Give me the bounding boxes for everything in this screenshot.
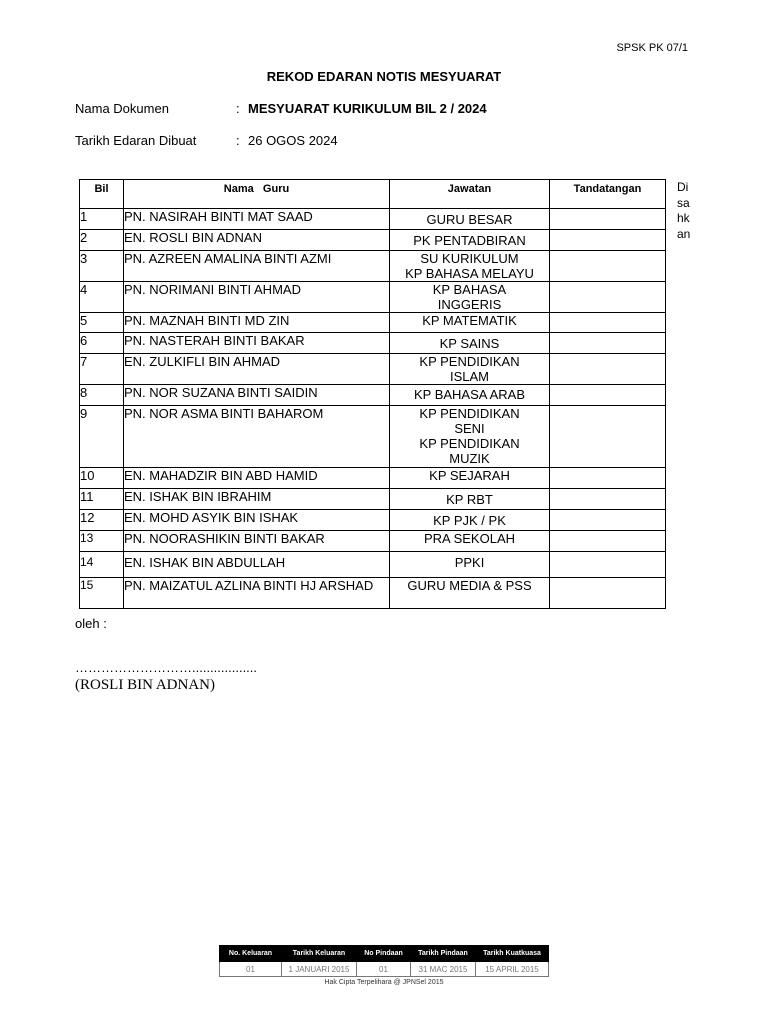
side-note — [677, 180, 690, 242]
teacher-position — [390, 313, 550, 333]
table-row — [80, 531, 666, 552]
signature-cell[interactable] — [550, 313, 666, 333]
teacher-position — [390, 510, 550, 531]
teacher-position — [390, 282, 550, 313]
row-number: 4 — [80, 282, 124, 313]
teacher-position — [390, 209, 550, 230]
teacher-name: PN. MAIZATUL AZLINA BINTI HJ ARSHAD — [124, 578, 390, 609]
table-row — [80, 552, 666, 578]
row-number: 5 — [80, 313, 124, 333]
date-label: Tarikh Edaran Dibuat — [75, 133, 197, 148]
table-header-row — [80, 180, 666, 209]
teacher-name: EN. ISHAK BIN IBRAHIM — [124, 489, 390, 510]
table-row — [80, 251, 666, 282]
row-number: 9 — [80, 406, 124, 468]
revision-header: Tarikh Keluaran — [282, 946, 357, 962]
position-line: PPKI — [454, 555, 485, 570]
revision-header: Tarikh Pindaan — [411, 946, 476, 962]
signature-cell[interactable] — [550, 333, 666, 354]
teacher-position — [390, 406, 550, 468]
signature-cell[interactable] — [550, 489, 666, 510]
side-note-line: sa — [677, 195, 690, 210]
signature-cell[interactable] — [550, 251, 666, 282]
teacher-name: PN. NASIRAH BINTI MAT SAAD — [124, 209, 390, 230]
revision-value: 1 JANUARI 2015 — [282, 962, 357, 977]
position-line: KP PENDIDIKAN — [419, 354, 520, 369]
teacher-position — [390, 354, 550, 385]
table-row — [80, 406, 666, 468]
page-title: REKOD EDARAN NOTIS MESYUARAT — [266, 69, 502, 84]
revision-value: 01 — [357, 962, 411, 977]
verified-by-label: oleh : — [75, 616, 107, 631]
revision-value: 31 MAC 2015 — [411, 962, 476, 977]
revision-table — [219, 945, 549, 977]
row-number: 8 — [80, 385, 124, 406]
row-number: 14 — [80, 552, 124, 578]
header-position: Jawatan — [390, 180, 550, 209]
row-number: 15 — [80, 578, 124, 609]
teacher-name: PN. NOR SUZANA BINTI SAIDIN — [124, 385, 390, 406]
doc-name-colon: : — [236, 101, 240, 116]
signature-line: ……………………….................. — [75, 660, 258, 675]
table-row — [80, 230, 666, 251]
position-line: MUZIK — [449, 451, 490, 466]
table-row — [80, 489, 666, 510]
row-number: 10 — [80, 468, 124, 489]
teacher-name: PN. MAZNAH BINTI MD ZIN — [124, 313, 390, 333]
signature-cell[interactable] — [550, 552, 666, 578]
signature-cell[interactable] — [550, 282, 666, 313]
table-row — [80, 354, 666, 385]
signature-cell[interactable] — [550, 230, 666, 251]
revision-value: 01 — [220, 962, 282, 977]
teacher-name: EN. ISHAK BIN ABDULLAH — [124, 552, 390, 578]
date-colon: : — [236, 133, 240, 148]
table-row — [80, 510, 666, 531]
table-row — [80, 578, 666, 609]
header-bil: Bil — [80, 180, 124, 209]
table-row — [80, 333, 666, 354]
teacher-position — [390, 385, 550, 406]
teacher-name: EN. ZULKIFLI BIN AHMAD — [124, 354, 390, 385]
teacher-name: PN. NASTERAH BINTI BAKAR — [124, 333, 390, 354]
row-number: 12 — [80, 510, 124, 531]
revision-value: 15 APRIL 2015 — [476, 962, 549, 977]
teacher-position — [390, 489, 550, 510]
revision-header: No. Keluaran — [220, 946, 282, 962]
position-line: PK PENTADBIRAN — [413, 233, 526, 248]
revision-header: Tarikh Kuatkuasa — [476, 946, 549, 962]
position-line: INGGERIS — [437, 297, 502, 312]
teacher-position — [390, 468, 550, 489]
header-signature: Tandatangan — [550, 180, 666, 209]
position-line: KP BAHASA — [432, 282, 507, 297]
row-number: 1 — [80, 209, 124, 230]
teacher-position — [390, 333, 550, 354]
teacher-position — [390, 531, 550, 552]
position-line: KP PJK / PK — [433, 513, 506, 528]
teacher-name: PN. NOORASHIKIN BINTI BAKAR — [124, 531, 390, 552]
position-line: ISLAM — [449, 369, 489, 384]
doc-name-label: Nama Dokumen — [75, 101, 169, 116]
signature-cell[interactable] — [550, 578, 666, 609]
table-row — [80, 209, 666, 230]
row-number: 2 — [80, 230, 124, 251]
table-row — [80, 468, 666, 489]
table-row — [80, 385, 666, 406]
signature-cell[interactable] — [550, 354, 666, 385]
teacher-name: EN. MOHD ASYIK BIN ISHAK — [124, 510, 390, 531]
signature-cell[interactable] — [550, 406, 666, 468]
teacher-position — [390, 578, 550, 609]
distribution-table — [79, 179, 666, 609]
row-number: 11 — [80, 489, 124, 510]
revision-value-row — [220, 962, 549, 977]
position-line: KP PENDIDIKAN — [419, 406, 520, 421]
position-line: KP SEJARAH — [429, 468, 510, 483]
teacher-name: EN. ROSLI BIN ADNAN — [124, 230, 390, 251]
signature-cell[interactable] — [550, 468, 666, 489]
signature-cell[interactable] — [550, 531, 666, 552]
side-note-line: Di — [677, 180, 689, 194]
teacher-position — [390, 230, 550, 251]
position-line: SENI — [454, 421, 485, 436]
position-line: KP SAINS — [439, 336, 500, 351]
date-value: 26 OGOS 2024 — [248, 133, 338, 148]
side-note-line: hk — [677, 211, 690, 225]
teacher-position — [390, 552, 550, 578]
position-line: KP BAHASA ARAB — [413, 387, 526, 402]
revision-header-row — [220, 946, 549, 962]
position-line: KP PENDIDIKAN — [419, 436, 520, 451]
position-line: KP BAHASA MELAYU — [405, 266, 534, 281]
signature-cell[interactable] — [550, 510, 666, 531]
position-line: KP RBT — [446, 492, 493, 507]
side-note-line: an — [677, 226, 691, 241]
copyright-notice: Hak Cipta Terpelihara @ JPNSel 2015 — [324, 979, 444, 986]
teacher-name: EN. MAHADZIR BIN ABD HAMID — [124, 468, 390, 489]
row-number: 7 — [80, 354, 124, 385]
doc-name-value: MESYUARAT KURIKULUM BIL 2 / 2024 — [248, 101, 487, 116]
signer-name: (ROSLI BIN ADNAN) — [75, 677, 215, 693]
teacher-name: PN. NOR ASMA BINTI BAHAROM — [124, 406, 390, 468]
row-number: 3 — [80, 251, 124, 282]
table-row — [80, 313, 666, 333]
revision-header: No Pindaan — [357, 946, 411, 962]
table-row — [80, 282, 666, 313]
signature-cell[interactable] — [550, 385, 666, 406]
header-name: Nama Guru — [124, 180, 390, 209]
row-number: 6 — [80, 333, 124, 354]
teacher-name: PN. NORIMANI BINTI AHMAD — [124, 282, 390, 313]
document-reference: SPSK PK 07/1 — [616, 42, 688, 54]
position-line: SU KURIKULUM — [420, 251, 519, 266]
row-number: 13 — [80, 531, 124, 552]
position-line: GURU BESAR — [426, 212, 513, 227]
signature-cell[interactable] — [550, 209, 666, 230]
teacher-name: PN. AZREEN AMALINA BINTI AZMI — [124, 251, 390, 282]
position-line: GURU MEDIA & PSS — [407, 578, 532, 593]
position-line: PRA SEKOLAH — [423, 531, 516, 546]
position-line: KP MATEMATIK — [422, 313, 517, 328]
teacher-position — [390, 251, 550, 282]
